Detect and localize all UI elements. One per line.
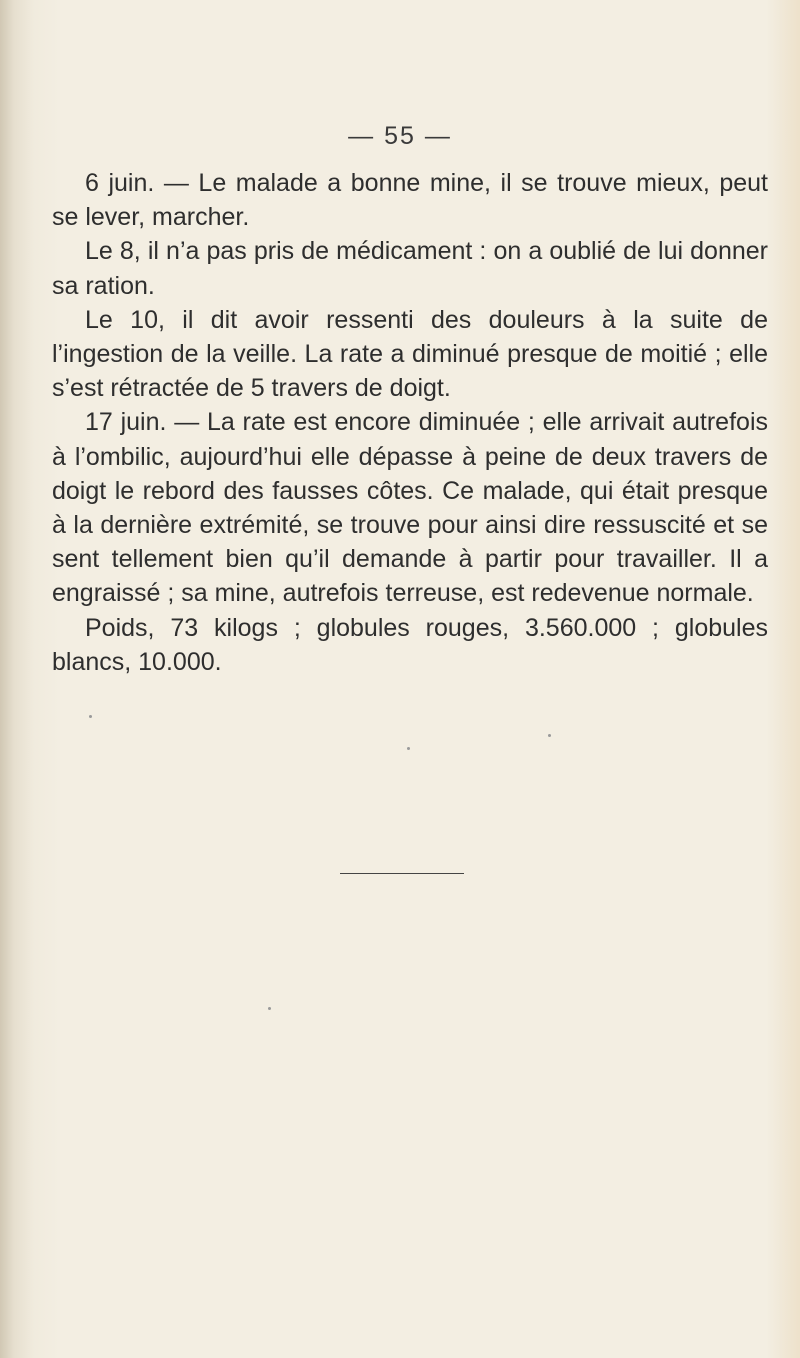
ink-speck (548, 734, 551, 737)
section-end-rule (340, 873, 464, 874)
paragraph-weight-blood-count: Poids, 73 kilogs ; globules rouges, 3.560.000 ; globules blancs, 10.000. (52, 613, 768, 676)
paragraph-june-6: 6 juin. — Le malade a bonne mine, il se trouve mieux, peut se lever, marcher. (52, 169, 768, 232)
paragraph-june-17: 17 juin. — La rate est encore diminuée ; elle arrivait autrefois à l’ombilic, aujourd’hui elle dépasse à peine de deux travers de doigt le rebord des fausses côtes. Ce malade, qui était presque à la dernière extrémité, se trouve pour ainsi dire ressuscité et se sent tellement bien qu’il demande à partir pour travailler. Il a engraissé ; sa mine, autrefois terreuse, est redevenue normale. (52, 408, 768, 608)
body-text (52, 166, 768, 679)
ink-speck (89, 715, 92, 718)
ink-speck (268, 1007, 271, 1010)
paragraph-day-8: Le 8, il n’a pas pris de médicament : on a oublié de lui donner sa ration. (52, 237, 768, 300)
page-number: — 55 — (348, 122, 452, 150)
ink-speck (407, 747, 410, 750)
paragraph-day-10: Le 10, il dit avoir ressenti des douleurs à la suite de l’ingestion de la veille. La rate a diminué presque de moitié ; elle s’est rétractée de 5 travers de doigt. (52, 305, 768, 403)
